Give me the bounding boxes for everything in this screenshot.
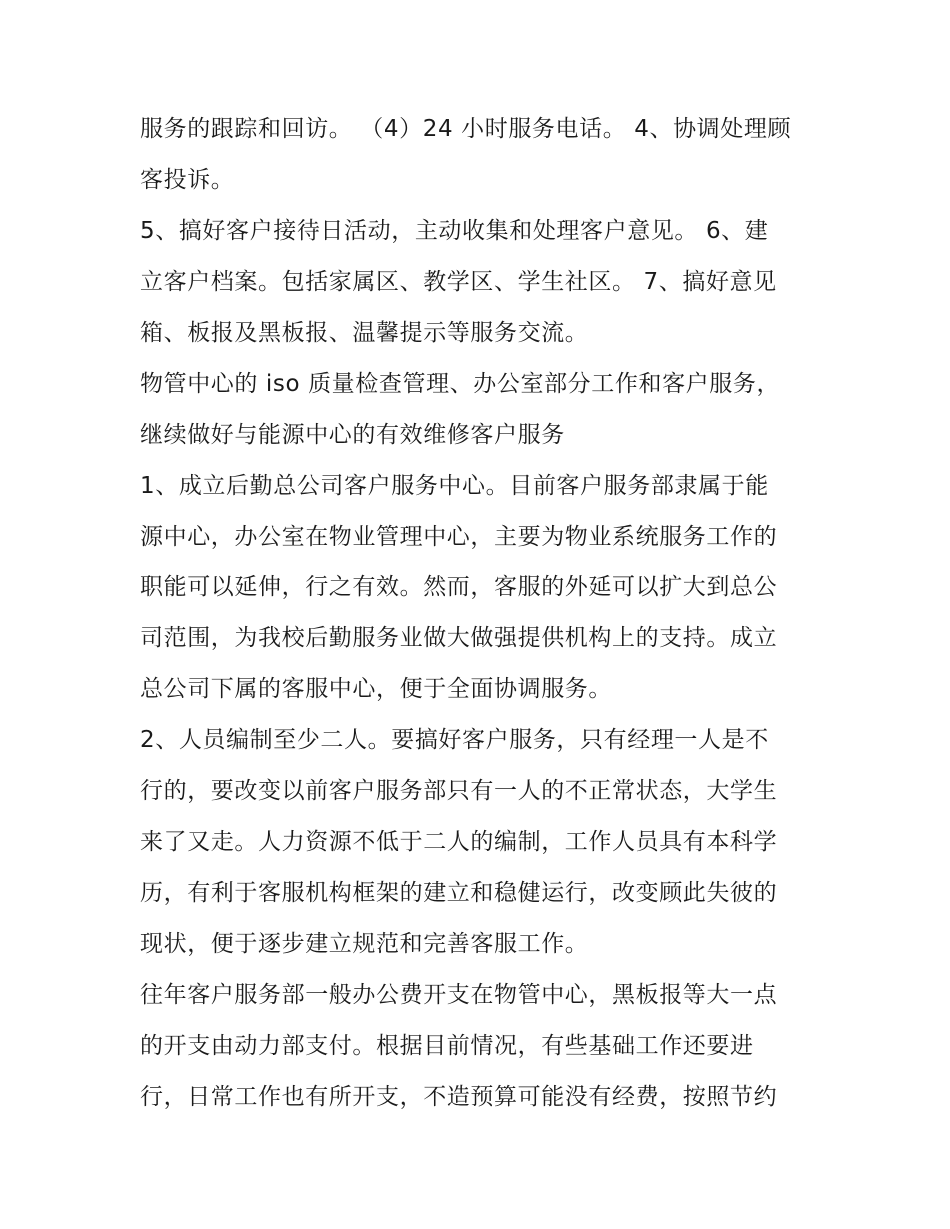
text-line: 服务的跟踪和回访。 （4）24 小时服务电话。 4、协调处理顾 <box>140 116 792 142</box>
body-text <box>140 104 820 1123</box>
text-line: 源中心，办公室在物业管理中心，主要为物业系统服务工作的 <box>140 523 778 550</box>
text-line: 的开支由动力部支付。根据目前情况，有些基础工作还要进 <box>140 1032 754 1059</box>
text-line: 继续做好与能源中心的有效维修客户服务 <box>140 421 565 448</box>
text-line: 客投诉。 <box>140 166 235 193</box>
text-line: 行的，要改变以前客户服务部只有一人的不正常状态，大学生 <box>140 778 778 805</box>
text-line: 物管中心的 iso 质量检查管理、办公室部分工作和客户服务， <box>140 370 781 397</box>
text-line: 现状，便于逐步建立规范和完善客服工作。 <box>140 931 589 957</box>
text-line: 1、成立后勤总公司客户服务中心。目前客户服务部隶属于能 <box>140 472 769 499</box>
text-line: 职能可以延伸，行之有效。然而，客服的外延可以扩大到总公 <box>140 574 778 601</box>
text-line: 总公司下属的客服中心，便于全面协调服务。 <box>140 676 612 703</box>
text-line: 行，日常工作也有所开支，不造预算可能没有经费，按照节约 <box>140 1083 778 1110</box>
text-line: 立客户档案。包括家属区、教学区、学生社区。 7、搞好意见 <box>140 268 777 295</box>
text-line: 箱、板报及黑板报、温馨提示等服务交流。 <box>140 319 589 346</box>
text-line: 往年客户服务部一般办公费开支在物管中心，黑板报等大一点 <box>140 981 778 1008</box>
text-line: 2、人员编制至少二人。要搞好客户服务，只有经理一人是不 <box>140 727 769 754</box>
text-line: 5、搞好客户接待日活动，主动收集和处理客户意见。 6、建 <box>140 217 769 244</box>
text-line: 历，有利于客服机构框架的建立和稳健运行，改变顾此失彼的 <box>140 880 778 907</box>
text-line: 来了又走。人力资源不低于二人的编制，工作人员具有本科学 <box>140 829 778 856</box>
text-line: 司范围，为我校后勤服务业做大做强提供机构上的支持。成立 <box>140 625 778 652</box>
